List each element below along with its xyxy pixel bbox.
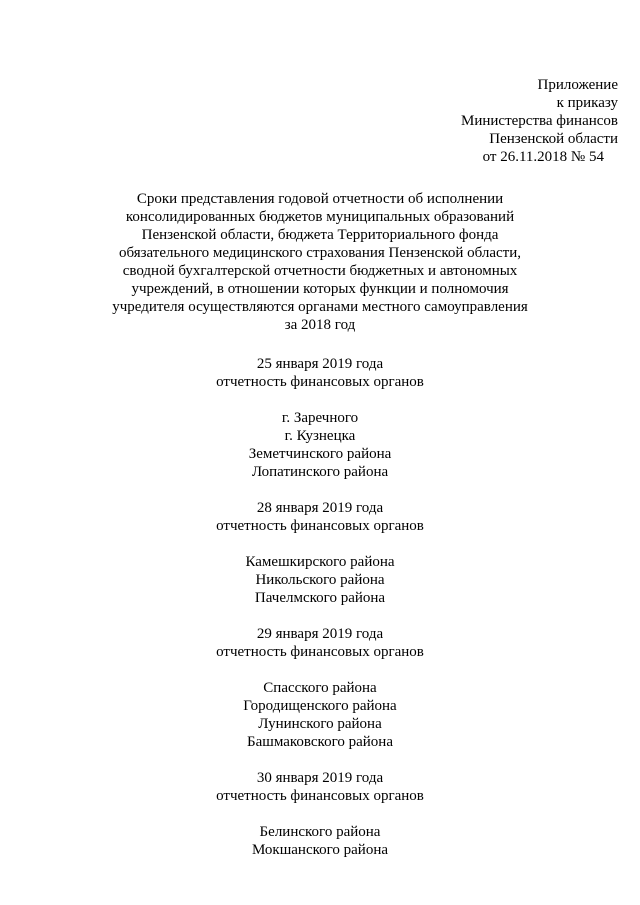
entity-name: Земетчинского района — [248, 446, 392, 462]
schedule-date: 28 января 2019 года — [256, 500, 384, 516]
appendix-line: Пензенской области — [489, 131, 618, 147]
entity-name: Спасского района — [263, 680, 377, 696]
entity-name: Лопатинского района — [251, 464, 389, 480]
appendix-line: Приложение — [537, 77, 618, 93]
schedule-group — [170, 355, 470, 481]
spacer — [170, 535, 470, 553]
schedule-subtitle: отчетность финансовых органов — [216, 644, 424, 660]
schedule-subtitle: отчетность финансовых органов — [216, 374, 424, 390]
title-line: обязательного медицинского страхования Пензенской области, — [118, 245, 522, 261]
appendix-line: к приказу — [556, 95, 618, 111]
document-title — [100, 190, 540, 334]
entity-name: г. Заречного — [281, 410, 359, 426]
appendix-line: Министерства финансов — [461, 113, 618, 129]
entity-name: Городищенского района — [243, 698, 397, 714]
title-line: за 2018 год — [284, 317, 356, 333]
title-line: Пензенской области, бюджета Территориального фонда — [141, 227, 499, 243]
entity-name: Лунинского района — [258, 716, 382, 732]
spacer — [170, 661, 470, 679]
entity-name: Башмаковского района — [247, 734, 393, 750]
entity-name: Пачелмского района — [254, 590, 386, 606]
schedule-group — [170, 625, 470, 751]
title-line: консолидированных бюджетов муниципальных образований — [125, 209, 515, 225]
schedule-list — [170, 355, 470, 877]
entity-name: г. Кузнецка — [284, 428, 356, 444]
spacer — [170, 391, 470, 409]
entity-name: Мокшанского района — [251, 842, 389, 858]
title-line: сводной бухгалтерской отчетности бюджетных и автономных — [122, 263, 518, 279]
entity-name: Никольского района — [255, 572, 385, 588]
title-line: Сроки представления годовой отчетности об исполнении — [136, 191, 504, 207]
title-line: учреждений, в отношении которых функции и полномочия — [131, 281, 509, 297]
appendix-block — [461, 76, 618, 166]
schedule-subtitle: отчетность финансовых органов — [216, 518, 424, 534]
schedule-date: 25 января 2019 года — [256, 356, 384, 372]
appendix-date-line: от 26.11.2018 № 54 — [482, 149, 604, 165]
schedule-group — [170, 769, 470, 859]
entity-name: Белинского района — [259, 824, 381, 840]
schedule-group — [170, 499, 470, 607]
entity-name: Камешкирского района — [245, 554, 395, 570]
schedule-date: 30 января 2019 года — [256, 770, 384, 786]
schedule-date: 29 января 2019 года — [256, 626, 384, 642]
schedule-subtitle: отчетность финансовых органов — [216, 788, 424, 804]
spacer — [170, 805, 470, 823]
title-line: учредителя осуществляются органами местного самоуправления — [112, 299, 528, 315]
